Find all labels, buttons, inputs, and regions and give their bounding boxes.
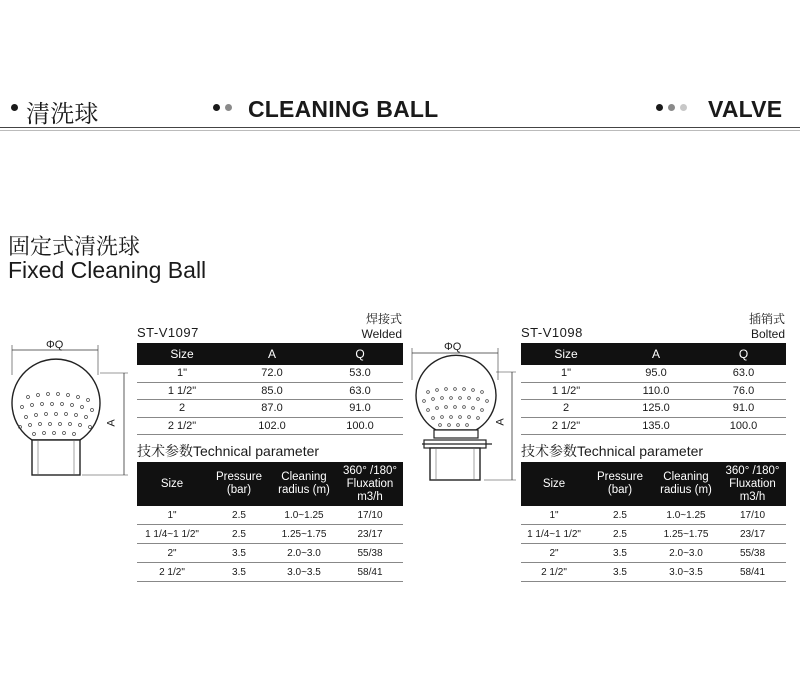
col-header-radius: Cleaning radius (m) — [271, 462, 337, 506]
cell-size: 2" — [137, 544, 207, 563]
cell-flux: 55/38 — [719, 544, 786, 563]
dimension-table — [137, 343, 403, 435]
type-label — [723, 312, 785, 342]
cell-a: 72.0 — [227, 365, 317, 382]
tech-param-table — [137, 462, 403, 582]
cell-q: 100.0 — [317, 417, 403, 435]
cell-size: 1" — [521, 365, 611, 382]
table-row — [521, 563, 786, 582]
dim-a-label: A — [105, 419, 118, 427]
col-header-flux: 360° /180° Fluxation m3/h — [719, 462, 786, 506]
cell-radius: 3.0~3.5 — [271, 563, 337, 582]
table-header-row — [521, 343, 786, 365]
cell-size: 1" — [137, 506, 207, 525]
bullet-dot-icon — [225, 104, 232, 111]
cell-a: 87.0 — [227, 400, 317, 418]
cell-size: 1 1/2" — [137, 382, 227, 400]
cell-radius: 1.0~1.25 — [271, 506, 337, 525]
cell-radius: 1.25~1.75 — [653, 525, 719, 544]
type-label — [340, 312, 402, 342]
cell-q: 91.0 — [317, 400, 403, 418]
cell-size: 2 — [521, 400, 611, 418]
bullet-dot-icon — [11, 104, 18, 111]
cell-radius: 2.0~3.0 — [271, 544, 337, 563]
cell-a: 102.0 — [227, 417, 317, 435]
cell-size: 1 1/4~1 1/2" — [137, 525, 207, 544]
col-header-q: Q — [701, 343, 786, 365]
table-row — [137, 400, 403, 418]
cell-flux: 17/10 — [337, 506, 403, 525]
cell-flux: 17/10 — [719, 506, 786, 525]
table-row — [137, 382, 403, 400]
col-header-radius: Cleaning radius (m) — [653, 462, 719, 506]
cell-radius: 1.25~1.75 — [271, 525, 337, 544]
cell-q: 63.0 — [317, 382, 403, 400]
model-number: ST-V1098 — [521, 325, 583, 340]
cell-q: 100.0 — [701, 417, 786, 435]
header-right-label: VALVE — [708, 96, 783, 122]
cell-q: 53.0 — [317, 365, 403, 382]
cell-size: 1" — [521, 506, 587, 525]
table-header-row — [137, 343, 403, 365]
cell-pressure: 3.5 — [587, 544, 653, 563]
cell-flux: 23/17 — [337, 525, 403, 544]
welded-ball-drawing — [0, 335, 135, 485]
type-label-en: Welded — [361, 327, 402, 341]
dim-phi-label: ΦQ — [46, 339, 64, 351]
cell-pressure: 2.5 — [587, 506, 653, 525]
cell-a: 95.0 — [611, 365, 701, 382]
table-row — [137, 365, 403, 382]
header-rule — [0, 127, 800, 128]
cell-flux: 23/17 — [719, 525, 786, 544]
header-rule-light — [0, 130, 800, 131]
table-row — [521, 506, 786, 525]
col-header-q: Q — [317, 343, 403, 365]
table-row — [521, 544, 786, 563]
section-title-en: Fixed Cleaning Ball — [8, 257, 207, 283]
table-row — [137, 544, 403, 563]
cell-pressure: 3.5 — [207, 563, 271, 582]
table-row — [521, 417, 786, 435]
col-header-pressure: Pressure (bar) — [207, 462, 271, 506]
table-row — [521, 400, 786, 418]
col-header-a: A — [227, 343, 317, 365]
table-header-row — [521, 462, 786, 506]
type-label-cn: 插销式 — [748, 312, 785, 326]
cell-radius: 2.0~3.0 — [653, 544, 719, 563]
bullet-dot-icon — [668, 104, 675, 111]
cell-size: 1 1/2" — [521, 382, 611, 400]
cell-q: 91.0 — [701, 400, 786, 418]
table-row — [521, 382, 786, 400]
table-row — [137, 563, 403, 582]
cell-pressure: 3.5 — [587, 563, 653, 582]
cell-size: 2 — [137, 400, 227, 418]
cell-q: 63.0 — [701, 365, 786, 382]
header-left-label: 清洗球 — [26, 101, 99, 128]
tech-param-title: 技术参数Technical parameter — [137, 443, 320, 459]
bullet-dot-icon — [213, 104, 220, 111]
cell-radius: 3.0~3.5 — [653, 563, 719, 582]
dim-phi-label: ΦQ — [444, 341, 462, 353]
cell-pressure: 2.5 — [207, 525, 271, 544]
cell-flux: 58/41 — [337, 563, 403, 582]
cell-flux: 55/38 — [337, 544, 403, 563]
type-label-cn: 焊接式 — [365, 312, 402, 326]
col-header-size: Size — [137, 462, 207, 506]
dim-a-label: A — [494, 418, 507, 426]
tech-param-table — [521, 462, 786, 582]
header-center-label: CLEANING BALL — [248, 96, 439, 122]
cell-flux: 58/41 — [719, 563, 786, 582]
table-row — [137, 506, 403, 525]
cell-pressure: 2.5 — [207, 506, 271, 525]
cell-size: 2 1/2" — [521, 417, 611, 435]
cell-pressure: 2.5 — [587, 525, 653, 544]
col-header-pressure: Pressure (bar) — [587, 462, 653, 506]
cell-pressure: 3.5 — [207, 544, 271, 563]
table-row — [521, 365, 786, 382]
cell-a: 135.0 — [611, 417, 701, 435]
table-row — [137, 525, 403, 544]
tech-param-title: 技术参数Technical parameter — [521, 443, 704, 459]
table-row — [521, 525, 786, 544]
bullet-dot-icon — [680, 104, 687, 111]
col-header-size: Size — [521, 462, 587, 506]
bolted-ball-drawing — [400, 340, 520, 490]
cell-size: 2 1/2" — [137, 563, 207, 582]
section-title-cn: 固定式清洗球 — [8, 234, 141, 259]
cell-a: 85.0 — [227, 382, 317, 400]
table-header-row — [137, 462, 403, 506]
col-header-size: Size — [521, 343, 611, 365]
cell-size: 2 1/2" — [521, 563, 587, 582]
bullet-dot-icon — [656, 104, 663, 111]
col-header-a: A — [611, 343, 701, 365]
cell-q: 76.0 — [701, 382, 786, 400]
cell-size: 1" — [137, 365, 227, 382]
cell-size: 2 1/2" — [137, 417, 227, 435]
type-label-en: Bolted — [750, 327, 785, 341]
table-row — [137, 417, 403, 435]
dimension-table — [521, 343, 786, 435]
cell-size: 2" — [521, 544, 587, 563]
col-header-size: Size — [137, 343, 227, 365]
cell-a: 125.0 — [611, 400, 701, 418]
cell-size: 1 1/4~1 1/2" — [521, 525, 587, 544]
cell-radius: 1.0~1.25 — [653, 506, 719, 525]
col-header-flux: 360° /180° Fluxation m3/h — [337, 462, 403, 506]
model-number: ST-V1097 — [137, 325, 199, 340]
cell-a: 110.0 — [611, 382, 701, 400]
